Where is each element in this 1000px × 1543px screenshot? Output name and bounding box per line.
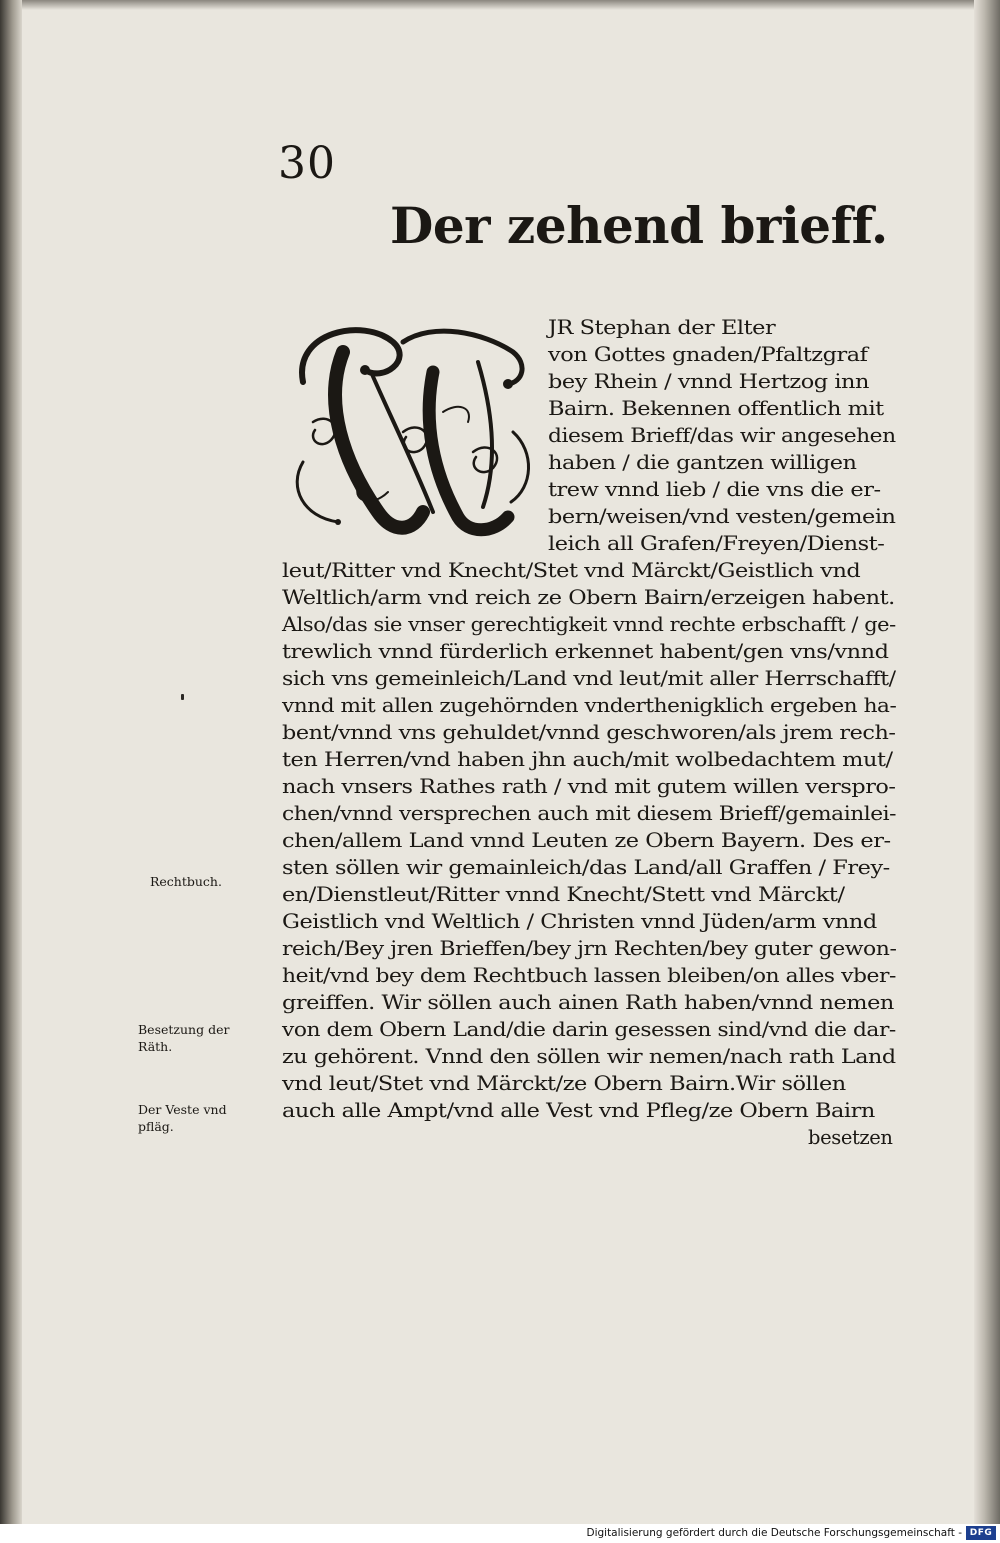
body-line: Bairn. Bekennen offentlich mit [548, 397, 884, 420]
body-line: vnd leut/Stet vnd Märckt/ze Obern Bairn.Wir söllen [282, 1072, 846, 1095]
body-line: chen/allem Land vnnd Leuten ze Obern Bayern. Des er- [282, 829, 891, 852]
marginal-note-veste-line1: Der Veste vnd [138, 1102, 227, 1117]
body-line: en/Dienstleut/Ritter vnnd Knecht/Stett vnd Märckt/ [282, 883, 845, 906]
body-line: Also/das sie vnser gerechtigkeit vnnd rechte erbschafft / ge- [282, 613, 896, 636]
body-line: diesem Brieff/das wir angesehen [548, 424, 896, 447]
body-line: vnnd mit allen zugehörnden vnderthenigklich ergeben ha- [282, 694, 897, 717]
body-line: besetzen [808, 1126, 893, 1149]
marginal-note-veste-line2: pfläg. [138, 1119, 174, 1134]
body-line: bern/weisen/vnd vesten/gemein [548, 505, 896, 528]
letter-heading: Der zehend brieff. [390, 196, 888, 255]
page-edge-top [0, 0, 1000, 10]
marginal-note-besetzung-line1: Besetzung der [138, 1022, 230, 1037]
body-line: sich vns gemeinleich/Land vnd leut/mit aller Herrschafft/ [282, 667, 896, 690]
body-line: von Gottes gnaden/Pfaltzgraf [548, 343, 868, 366]
body-line: heit/vnd bey dem Rechtbuch lassen bleiben/on alles vber- [282, 964, 896, 987]
body-line: greiffen. Wir söllen auch ainen Rath haben/vnnd nemen [282, 991, 894, 1014]
body-line: haben / die gantzen willigen [548, 451, 857, 474]
body-line: ten Herren/vnd haben jhn auch/mit wolbedachtem mut/ [282, 748, 893, 771]
body-line: trewlich vnnd fürderlich erkennet habent/gen vns/vnnd [282, 640, 889, 663]
body-line: nach vnsers Rathes rath / vnd mit gutem willen verspro- [282, 775, 896, 798]
marginal-note-rechtbuch: Rechtbuch. [150, 874, 222, 889]
body-line: sten söllen wir gemainleich/das Land/all Graffen / Frey- [282, 856, 890, 879]
body-line: zu gehörent. Vnnd den söllen wir nemen/nach rath Land [282, 1045, 896, 1068]
page-edge-left [0, 0, 22, 1524]
body-line: bent/vnnd vns gehuldet/vnnd geschworen/als jrem rech- [282, 721, 896, 744]
body-line: Weltlich/arm vnd reich ze Obern Bairn/erzeigen habent. [282, 586, 895, 609]
footer-credit: Digitalisierung gefördert durch die Deutsche Forschungsgemeinschaft - [586, 1527, 962, 1539]
page-number: 30 [278, 138, 336, 189]
body-line: Geistlich vnd Weltlich / Christen vnnd Jüden/arm vnnd [282, 910, 877, 933]
body-line: von dem Obern Land/die darin gesessen sind/vnd die dar- [282, 1018, 896, 1041]
body-line: chen/vnnd versprechen auch mit diesem Brieff/gemainlei- [282, 802, 897, 825]
body-line: auch alle Ampt/vnd alle Vest vnd Pfleg/ze Obern Bairn [282, 1099, 875, 1122]
page-edge-right [974, 0, 1000, 1524]
body-line: leich all Grafen/Freyen/Dienst- [548, 532, 885, 555]
body-line: bey Rhein / vnnd Hertzog inn [548, 370, 870, 393]
decorated-initial-w [283, 312, 541, 542]
ink-speck [181, 694, 184, 700]
body-line: trew vnnd lieb / die vns die er- [548, 478, 881, 501]
dfg-logo: DFG [966, 1526, 996, 1540]
body-line: JR Stephan der Elter [548, 316, 776, 339]
marginal-note-besetzung-line2: Räth. [138, 1039, 173, 1054]
body-line: leut/Ritter vnd Knecht/Stet vnd Märckt/Geistlich vnd [282, 559, 861, 582]
body-line: reich/Bey jren Brieffen/bey jrn Rechten/bey guter gewon- [282, 937, 897, 960]
initial-w-ornament [283, 312, 541, 542]
